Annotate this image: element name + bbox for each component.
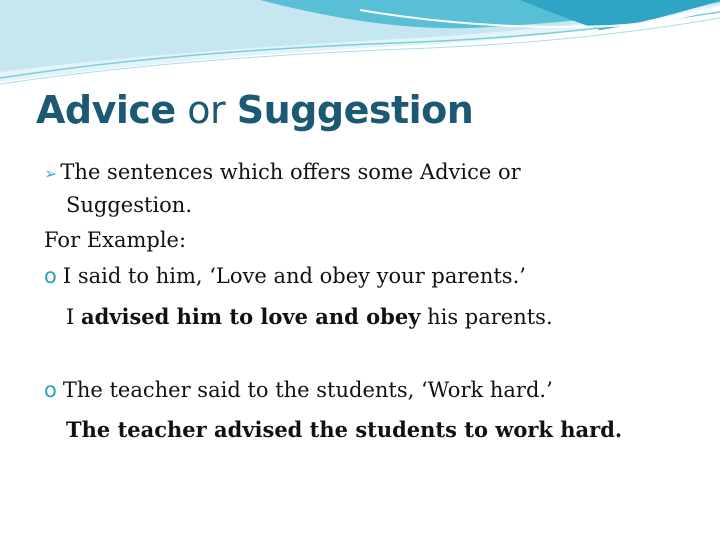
circle-bullet-icon: o — [44, 378, 57, 402]
example1-indirect-bold: advised him to love and obey — [80, 304, 421, 329]
example2-direct — [44, 380, 553, 401]
intro-text-1: The sentences which offers some Advice or — [60, 160, 521, 184]
intro-line-1 — [44, 162, 521, 183]
title-or: or — [175, 88, 237, 132]
title-advice: Advice — [36, 88, 176, 132]
circle-bullet-icon: o — [44, 264, 57, 288]
example1-direct-text: I said to him, ‘Love and obey your parents.’ — [62, 264, 526, 288]
example2-direct-text: The teacher said to the students, ‘Work hard.’ — [62, 378, 553, 402]
example1-direct — [44, 266, 526, 287]
example2-indirect: The teacher advised the students to work hard. — [66, 417, 623, 442]
title-suggestion: Suggestion — [236, 88, 474, 132]
example1-indirect-start: I — [66, 305, 81, 329]
for-example-label: For Example: — [44, 228, 187, 252]
example1-indirect — [66, 306, 553, 328]
intro-text-2: Suggestion. — [66, 193, 192, 217]
arrow-bullet-icon: ➢ — [44, 164, 58, 183]
example1-indirect-end: his parents. — [420, 305, 553, 329]
